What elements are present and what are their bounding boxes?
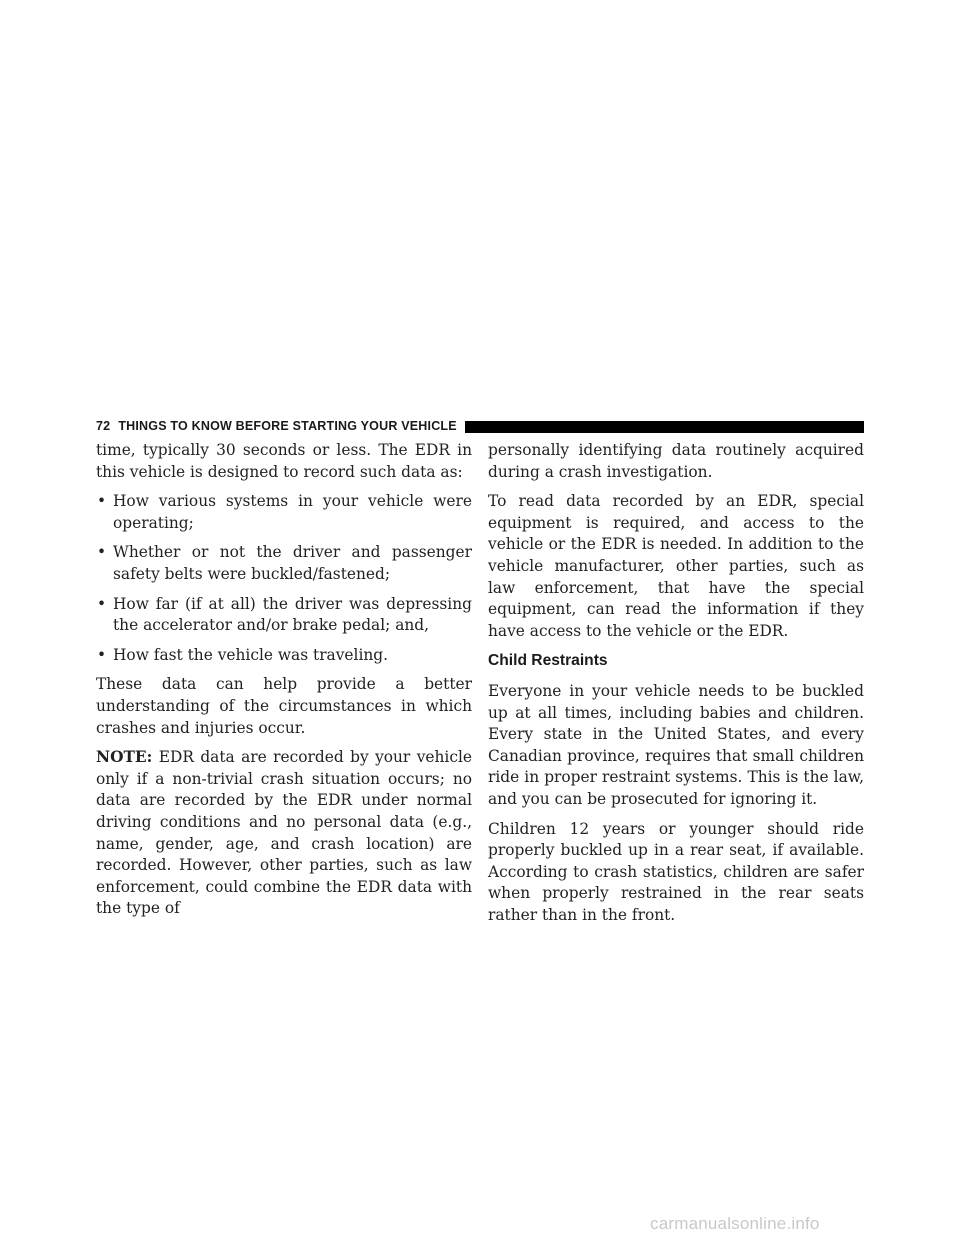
continuation-paragraph: personally identifying data routinely acquired during a crash investigation. <box>488 441 864 481</box>
note-text: EDR data are recorded by your vehicle only if a non-trivial crash situation occurs; no data are recorded by the EDR under normal driving conditions and no personal data (e.g., name, gender, age, and crash location) are recorded. However, other parties, such as law enforcement, could combine the EDR data with the type of <box>96 748 472 918</box>
list-item <box>96 645 472 667</box>
bullet-icon: • <box>97 645 107 664</box>
edr-data-list <box>96 491 472 666</box>
child-restraints-paragraph-1: Everyone in your vehicle needs to be buckled up at all times, including babies and children. Every state in the United States, and every Canadian province, requires that small children ride in proper restraint systems. This is the law, and you can be prosecuted for ignoring it. <box>488 681 864 808</box>
list-item-text: How fast the vehicle was traveling. <box>113 645 389 664</box>
page-number: 72 <box>96 419 111 433</box>
bullet-icon: • <box>97 594 107 613</box>
note-label: NOTE: <box>96 748 153 767</box>
watermark: carmanualsonline.info <box>650 1214 820 1233</box>
list-item <box>96 491 472 534</box>
intro-paragraph: time, typically 30 seconds or less. The EDR in this vehicle is designed to record such data as: <box>96 441 472 481</box>
child-restraints-paragraph-2: Children 12 years or younger should ride properly buckled up in a rear seat, if available. According to crash statistics, children are safer when properly restrained in the rear seats rather than in the front. <box>488 819 864 924</box>
list-item-text: Whether or not the driver and passenger safety belts were buckled/fastened; <box>113 543 472 583</box>
list-item-text: How various systems in your vehicle were operating; <box>113 492 472 532</box>
left-column <box>96 440 472 928</box>
edr-access-paragraph: To read data recorded by an EDR, special equipment is required, and access to the vehicle or the EDR is needed. In addition to the vehicle manufacturer, other parties, such as law enforcement, that have the special equipment, can read the information if they have access to the vehicle or the EDR. <box>488 492 864 640</box>
section-title: THINGS TO KNOW BEFORE STARTING YOUR VEHICLE <box>118 419 457 433</box>
header-rule <box>465 421 864 433</box>
note-paragraph <box>96 747 472 920</box>
child-restraints-heading: Child Restraints <box>488 652 608 670</box>
understanding-paragraph: These data can help provide a better understanding of the circumstances in which crashes and injuries occur. <box>96 675 472 737</box>
list-item <box>96 594 472 637</box>
bullet-icon: • <box>97 492 107 511</box>
right-column <box>488 440 864 934</box>
page-header <box>96 416 864 436</box>
bullet-icon: • <box>97 543 107 562</box>
list-item-text: How far (if at all) the driver was depressing the accelerator and/or brake pedal; and, <box>113 594 472 635</box>
list-item <box>96 542 472 585</box>
